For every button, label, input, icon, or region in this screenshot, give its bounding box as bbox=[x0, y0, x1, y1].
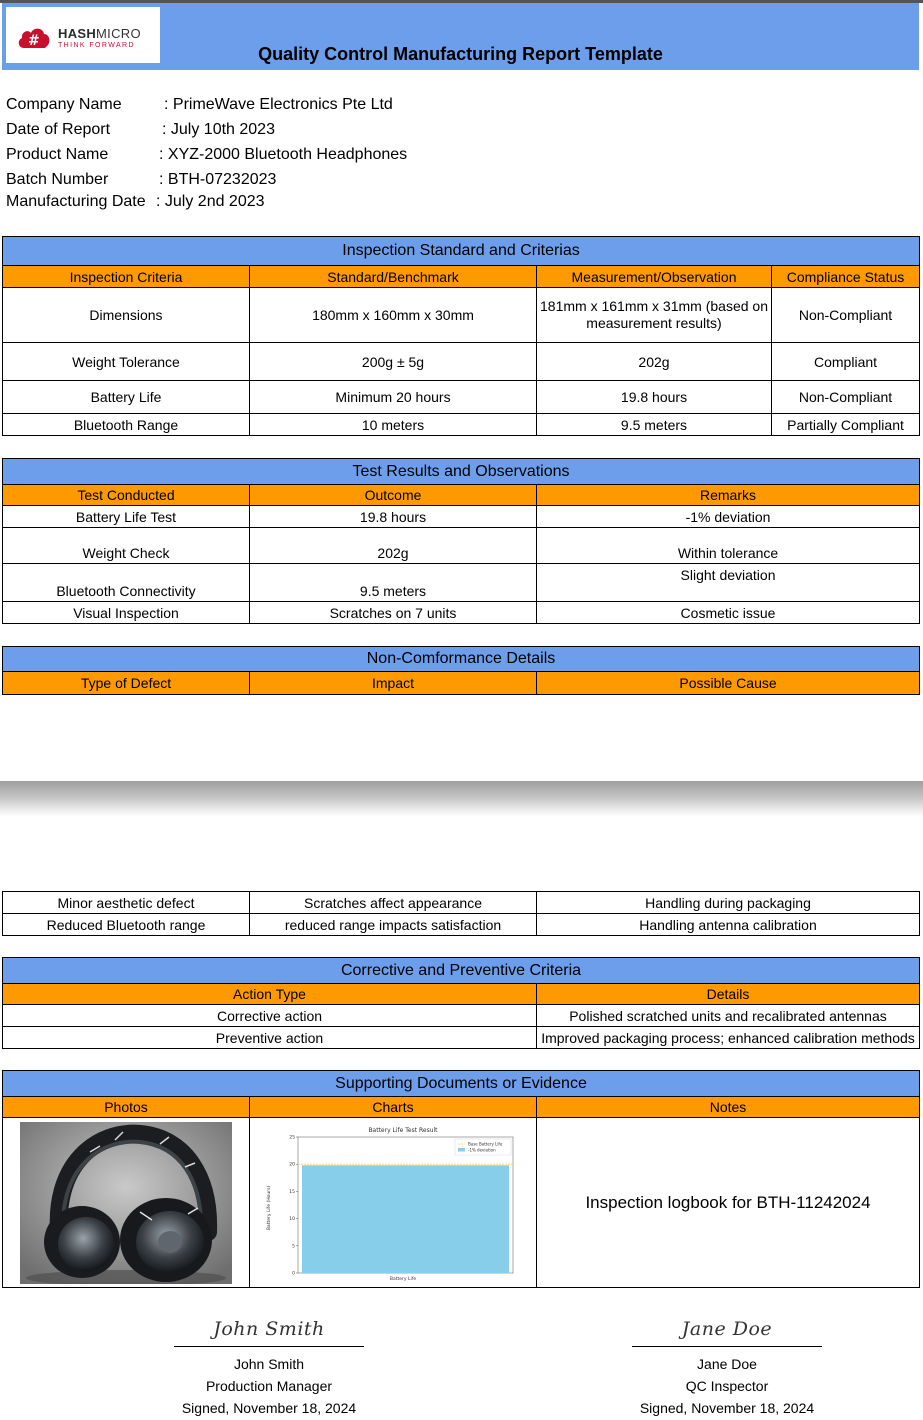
header-type-of-defect: Type of Defect bbox=[3, 672, 250, 695]
page-break bbox=[0, 781, 923, 817]
signed-date: Signed, November 18, 2024 bbox=[181, 1400, 357, 1416]
chart-title: Battery Life Test Result bbox=[368, 1126, 438, 1134]
cell: Visual Inspection bbox=[3, 602, 250, 624]
header-details: Details bbox=[537, 984, 920, 1005]
corrective-table bbox=[2, 957, 920, 1049]
cell: Minimum 20 hours bbox=[250, 381, 537, 414]
cell: Non-Compliant bbox=[772, 381, 920, 414]
table-row bbox=[3, 914, 920, 936]
cell: Weight Check bbox=[3, 528, 250, 564]
table-row bbox=[3, 381, 920, 414]
notes-cell bbox=[537, 1118, 920, 1288]
report-title: Quality Control Manufacturing Report Template bbox=[258, 44, 663, 64]
table-row bbox=[3, 506, 920, 528]
chart-y-tick-label: 20 bbox=[289, 1162, 295, 1168]
signer-role: QC Inspector bbox=[685, 1378, 769, 1394]
cell: 9.5 meters bbox=[537, 414, 772, 436]
table-row bbox=[3, 1005, 920, 1027]
cell: Improved packaging process; enhanced calibration methods bbox=[537, 1027, 920, 1049]
cell: Within tolerance bbox=[537, 528, 920, 564]
header-outcome: Outcome bbox=[250, 485, 537, 506]
chart-bar-deviation bbox=[302, 1165, 509, 1273]
chart-y-tick-label: 25 bbox=[289, 1135, 295, 1140]
cell: Handling antenna calibration bbox=[537, 914, 920, 936]
nonconformance-header-table bbox=[2, 646, 920, 695]
chart-y-tick-label: 0 bbox=[292, 1271, 295, 1276]
logo-tagline: THINK FORWARD bbox=[58, 42, 135, 49]
cell: Handling during packaging bbox=[537, 892, 920, 914]
table-row bbox=[3, 892, 920, 914]
table-row bbox=[3, 1027, 920, 1049]
battery-life-chart bbox=[258, 1123, 528, 1283]
logo-symbol: # bbox=[28, 33, 40, 49]
cell: 202g bbox=[537, 343, 772, 381]
john-signature: John Smith bbox=[213, 1318, 325, 1340]
header-photos: Photos bbox=[3, 1097, 250, 1118]
table-row bbox=[3, 1118, 920, 1288]
header-action-type: Action Type bbox=[3, 984, 537, 1005]
headphones-photo bbox=[20, 1122, 232, 1284]
logo-name: HASHMICRO bbox=[58, 26, 141, 41]
photo-cell bbox=[3, 1118, 250, 1288]
header-compliance: Compliance Status bbox=[772, 266, 920, 288]
cell: Weight Tolerance bbox=[3, 343, 250, 381]
header-standard: Standard/Benchmark bbox=[250, 266, 537, 288]
cell: 181mm x 161mm x 31mm (based on measurement results) bbox=[537, 288, 772, 343]
signature-line bbox=[174, 1346, 364, 1347]
signer-name: John Smith bbox=[233, 1356, 305, 1372]
nonconformance-table bbox=[2, 891, 920, 936]
cell: Bluetooth Connectivity bbox=[3, 564, 250, 602]
cell: 180mm x 160mm x 30mm bbox=[250, 288, 537, 343]
test-results-title: Test Results and Observations bbox=[3, 459, 920, 485]
chart-y-tick-label: 5 bbox=[292, 1243, 295, 1249]
header-impact: Impact bbox=[250, 672, 537, 695]
chart-legend-swatch bbox=[458, 1148, 465, 1152]
header-notes: Notes bbox=[537, 1097, 920, 1118]
table-row bbox=[3, 288, 920, 343]
cell: 9.5 meters bbox=[250, 564, 537, 602]
chart-x-axis-label: Battery Life bbox=[389, 1276, 417, 1282]
chart-y-axis-label: Battery Life (Hours) bbox=[267, 1185, 272, 1230]
header-possible-cause: Possible Cause bbox=[537, 672, 920, 695]
cell: Compliant bbox=[772, 343, 920, 381]
cell: Battery Life Test bbox=[3, 506, 250, 528]
cell: 200g ± 5g bbox=[250, 343, 537, 381]
cell: Non-Compliant bbox=[772, 288, 920, 343]
cell: 19.8 hours bbox=[537, 381, 772, 414]
inspection-title: Inspection Standard and Criterias bbox=[3, 237, 920, 266]
chart-legend-label: -1% deviation bbox=[468, 1147, 496, 1152]
cell: 202g bbox=[250, 528, 537, 564]
cell: Polished scratched units and recalibrated antennas bbox=[537, 1005, 920, 1027]
header-remarks: Remarks bbox=[537, 485, 920, 506]
cell: Preventive action bbox=[3, 1027, 537, 1049]
table-row bbox=[3, 414, 920, 436]
notes-text: Inspection logbook for BTH-11242024 bbox=[585, 1192, 871, 1212]
table-row bbox=[3, 343, 920, 381]
table-row bbox=[3, 602, 920, 624]
chart-y-tick-label: 15 bbox=[289, 1189, 295, 1195]
nonconformance-title: Non-Comformance Details bbox=[3, 647, 920, 672]
test-results-table bbox=[2, 458, 920, 624]
header-charts: Charts bbox=[250, 1097, 537, 1118]
cell: Scratches on 7 units bbox=[250, 602, 537, 624]
header-inspection-criteria: Inspection Criteria bbox=[3, 266, 250, 288]
cell: 19.8 hours bbox=[250, 506, 537, 528]
evidence-table bbox=[2, 1070, 920, 1288]
report-header bbox=[2, 3, 919, 70]
table-row bbox=[3, 564, 920, 602]
header-test-conducted: Test Conducted bbox=[3, 485, 250, 506]
inspection-table bbox=[2, 236, 920, 436]
cell: Slight deviation bbox=[537, 564, 920, 602]
cell: Scratches affect appearance bbox=[250, 892, 537, 914]
evidence-title: Supporting Documents or Evidence bbox=[3, 1071, 920, 1097]
signer-role: Production Manager bbox=[205, 1378, 333, 1394]
cell: reduced range impacts satisfaction bbox=[250, 914, 537, 936]
cell: Dimensions bbox=[3, 288, 250, 343]
cell: Cosmetic issue bbox=[537, 602, 920, 624]
cell: Bluetooth Range bbox=[3, 414, 250, 436]
signature-line bbox=[632, 1346, 822, 1347]
corrective-title: Corrective and Preventive Criteria bbox=[3, 958, 920, 984]
cell: Partially Compliant bbox=[772, 414, 920, 436]
jane-signature: Jane Doe bbox=[681, 1318, 773, 1340]
cell: Reduced Bluetooth range bbox=[3, 914, 250, 936]
cell: Corrective action bbox=[3, 1005, 537, 1027]
chart-y-tick-label: 10 bbox=[289, 1216, 295, 1222]
table-row bbox=[3, 528, 920, 564]
cell: Battery Life bbox=[3, 381, 250, 414]
chart-cell bbox=[250, 1118, 537, 1288]
cell: Minor aesthetic defect bbox=[3, 892, 250, 914]
header-measurement: Measurement/Observation bbox=[537, 266, 772, 288]
signed-date: Signed, November 18, 2024 bbox=[639, 1400, 815, 1416]
signature-block-jane bbox=[632, 1316, 822, 1419]
signer-name: Jane Doe bbox=[697, 1356, 757, 1372]
cell: 10 meters bbox=[250, 414, 537, 436]
signature-block-john bbox=[174, 1316, 364, 1419]
chart-legend-label: Base Battery Life bbox=[468, 1141, 503, 1146]
cell: -1% deviation bbox=[537, 506, 920, 528]
